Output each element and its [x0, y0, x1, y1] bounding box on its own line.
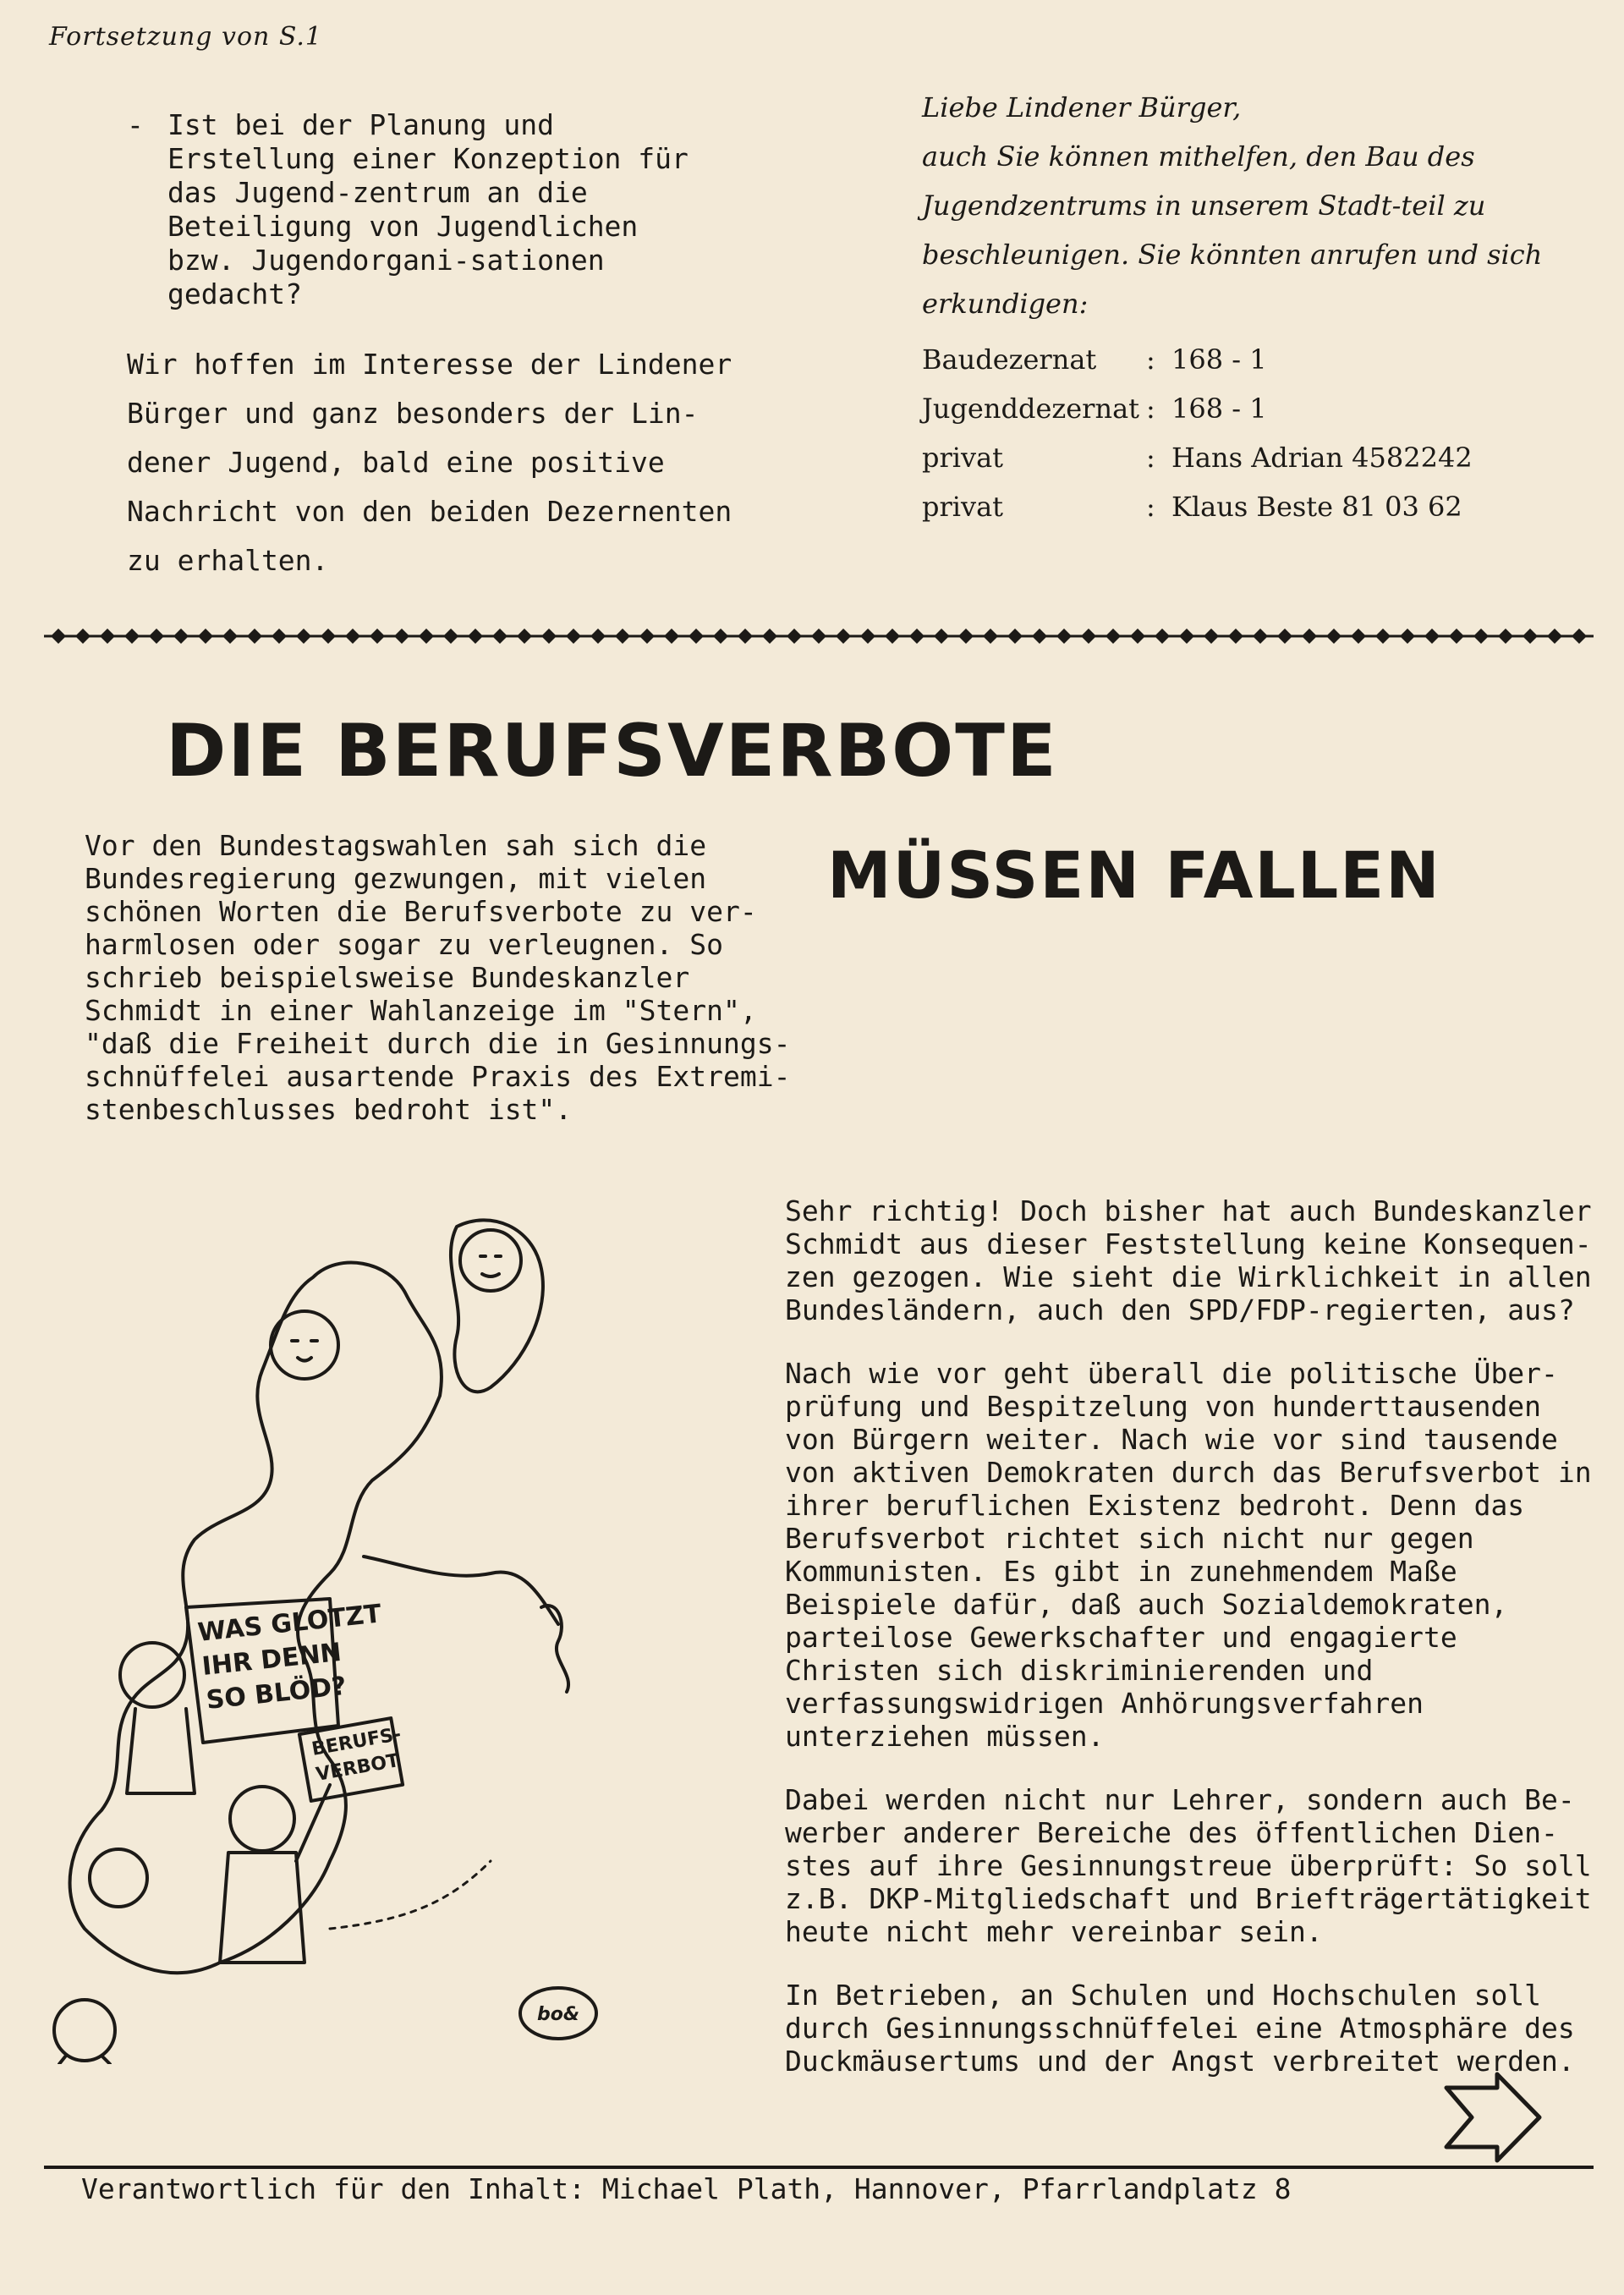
contact-row [922, 384, 1565, 433]
contact-separator: : [1146, 343, 1155, 376]
diamond-divider [44, 624, 1594, 648]
hope-paragraph: Wir hoffen im Interesse der Lindener Bürger und ganz besonders der Lin-dener Jugend, bald eine positive Nachricht von den beiden Dezernenten zu erhalten. [127, 348, 732, 577]
divider-diamond [1522, 629, 1538, 644]
divider-diamond [541, 629, 557, 644]
cartoon-signature: bo& [537, 2004, 580, 2025]
divider-diamond [1375, 629, 1391, 644]
divider-diamond [885, 629, 900, 644]
bubble-line-2: IHR DENN [200, 1637, 343, 1682]
contact-label: Jugenddezernat [922, 393, 1140, 425]
appeal-text: auch Sie können mithelfen, den Bau des Jugendzentrums in unserem Stadt-teil zu beschleunigen. Sie könnten anrufen und sich erkundigen: [922, 140, 1543, 320]
divider-diamond [419, 629, 434, 644]
divider-diamond [272, 629, 287, 644]
headline-line-1: DIE BERUFSVERBOTE [166, 709, 1058, 793]
divider-diamond [1400, 629, 1415, 644]
divider-diamond [836, 629, 851, 644]
divider-diamond [222, 629, 238, 644]
divider-diamond [787, 629, 802, 644]
contact-separator: : [1146, 491, 1155, 523]
divider-diamond [860, 629, 875, 644]
divider-diamond [1228, 629, 1243, 644]
divider-diamond [1056, 629, 1072, 644]
contact-label: Baudezernat [922, 343, 1097, 376]
divider-diamond [762, 629, 777, 644]
left-column [127, 108, 770, 585]
intro-paragraph: Vor den Bundestagswahlen sah sich die Bundesregierung gezwungen, mit vielen schönen Worten die Berufsverbote zu ver-harmlosen oder sogar zu verleugnen. So schrieb beispielsweise Bundeskanzler Schmidt in einer Wahlanzeige im "Stern", "daß die Freiheit durch die in Gesinnungs-schnüffelei ausartende Praxis des Extremi-stenbeschlusses bedroht ist". [85, 829, 791, 1126]
divider-diamond [1253, 629, 1268, 644]
divider-diamond [1155, 629, 1170, 644]
body-paragraph: In Betrieben, an Schulen und Hochschulen soll durch Gesinnungsschnüffelei eine Atmosphäre des Duckmäusertums und der Angst verbreitet werden. [785, 1979, 1575, 2078]
divider-diamond [321, 629, 336, 644]
divider-diamond [468, 629, 483, 644]
divider-diamond [75, 629, 91, 644]
contact-row [922, 433, 1565, 482]
bubble-line-1: WAS GLOTZT [196, 1599, 383, 1648]
divider-diamond [1081, 629, 1096, 644]
body-text [785, 1194, 1597, 2108]
body-paragraph: Nach wie vor geht überall die politische Über-prüfung und Bespitzelung von hunderttausenden von Bürgern weiter. Nach wie vor sind tausende von aktiven Demokraten durch das Berufsverbot in ihrer beruflichen Existenz bedroht. Denn das Berufsverbot richtet sich nicht nur gegen Kommunisten. Es gibt in zunehmendem Maße Beispiele dafür, daß auch Sozialdemokraten, parteilose Gewerkschafter und engagierte Christen sich diskriminierenden und verfassungswidrigen Anhörungsverfahren unterziehen müssen. [785, 1357, 1592, 1753]
imprint-footer: Verantwortlich für den Inhalt: Michael Plath, Hannover, Pfarrlandplatz 8 [81, 2172, 1292, 2205]
divider-diamond [149, 629, 164, 644]
contact-row [922, 335, 1565, 384]
divider-diamond [1302, 629, 1317, 644]
cartoon-illustration [51, 1201, 710, 2064]
divider-diamond [100, 629, 115, 644]
contact-separator: : [1146, 442, 1155, 474]
divider-diamond [51, 629, 66, 644]
divider-diamond [517, 629, 532, 644]
divider-diamond [738, 629, 753, 644]
divider-diamond [1277, 629, 1292, 644]
body-paragraph: Dabei werden nicht nur Lehrer, sondern auch Be-werber anderer Bereiche des öffentlichen Dien-stes auf ihre Gesinnungstreue überprüft: So soll z.B. DKP-Mitgliedschaft und Briefträgertätigkeit heute nicht mehr vereinbar sein. [785, 1783, 1592, 1948]
divider-diamond [958, 629, 974, 644]
divider-diamond [1572, 629, 1587, 644]
divider-diamond [566, 629, 581, 644]
bubble-line-3: SO BLÖD? [205, 1671, 348, 1716]
question-dash: - [127, 108, 144, 141]
divider-diamond [909, 629, 924, 644]
divider-diamond [1106, 629, 1121, 644]
divider-diamond [443, 629, 458, 644]
contact-separator: : [1146, 393, 1155, 425]
divider-diamond [1007, 629, 1023, 644]
divider-diamond [1547, 629, 1562, 644]
divider-diamond [1130, 629, 1145, 644]
headline-line-2: MÜSSEN FALLEN [827, 837, 1441, 913]
divider-diamond [345, 629, 360, 644]
question-paragraph [127, 108, 770, 311]
divider-diamond [1032, 629, 1047, 644]
contact-value: Hans Adrian 4582242 [1171, 442, 1473, 474]
divider-diamond [247, 629, 262, 644]
divider-diamond [1498, 629, 1513, 644]
divider-diamond [811, 629, 826, 644]
divider-diamond [615, 629, 630, 644]
divider-diamond [1179, 629, 1194, 644]
appeal-greeting: Liebe Lindener Bürger, [922, 91, 1242, 124]
divider-diamond [173, 629, 189, 644]
divider-diamond [983, 629, 998, 644]
contact-label: privat [922, 491, 1004, 523]
contact-list [922, 335, 1565, 531]
divider-diamond [639, 629, 655, 644]
divider-diamond [664, 629, 679, 644]
divider-diamond [296, 629, 311, 644]
contact-value: Klaus Beste 81 03 62 [1171, 491, 1462, 523]
body-paragraph: Sehr richtig! Doch bisher hat auch Bundeskanzler Schmidt aus dieser Feststellung keine Konsequen-zen gezogen. Wie sieht die Wirklichkeit in allen Bundesländern, auch den SPD/FDP-regierten, aus? [785, 1194, 1592, 1326]
divider-diamond [198, 629, 213, 644]
divider-diamond [394, 629, 409, 644]
appeal-box [922, 83, 1565, 531]
question-text: Ist bei der Planung und Erstellung einer Konzeption für das Jugend-zentrum an die Beteiligung von Jugendlichen bzw. Jugendorgani-sationen gedacht? [167, 108, 689, 310]
sign-line-2: VERBOT [314, 1750, 402, 1786]
divider-diamond [1473, 629, 1489, 644]
sign-line-1: BERUFS- [310, 1723, 403, 1760]
divider-diamond [124, 629, 140, 644]
contact-row [922, 482, 1565, 531]
divider-diamond [590, 629, 606, 644]
contact-value: 168 - 1 [1171, 393, 1267, 425]
divider-diamond [1424, 629, 1440, 644]
contact-value: 168 - 1 [1171, 343, 1267, 376]
footer-rule [44, 2166, 1594, 2169]
continue-arrow-icon [1438, 2071, 1548, 2164]
divider-diamond [1351, 629, 1366, 644]
divider-diamond [1326, 629, 1341, 644]
divider-diamond [492, 629, 508, 644]
continuation-note: Fortsetzung von S.1 [49, 22, 322, 52]
divider-diamond [713, 629, 728, 644]
divider-diamond [1449, 629, 1464, 644]
divider-diamond [1204, 629, 1219, 644]
divider-diamond [934, 629, 949, 644]
divider-diamond [689, 629, 704, 644]
contact-label: privat [922, 442, 1004, 474]
divider-diamond [370, 629, 385, 644]
